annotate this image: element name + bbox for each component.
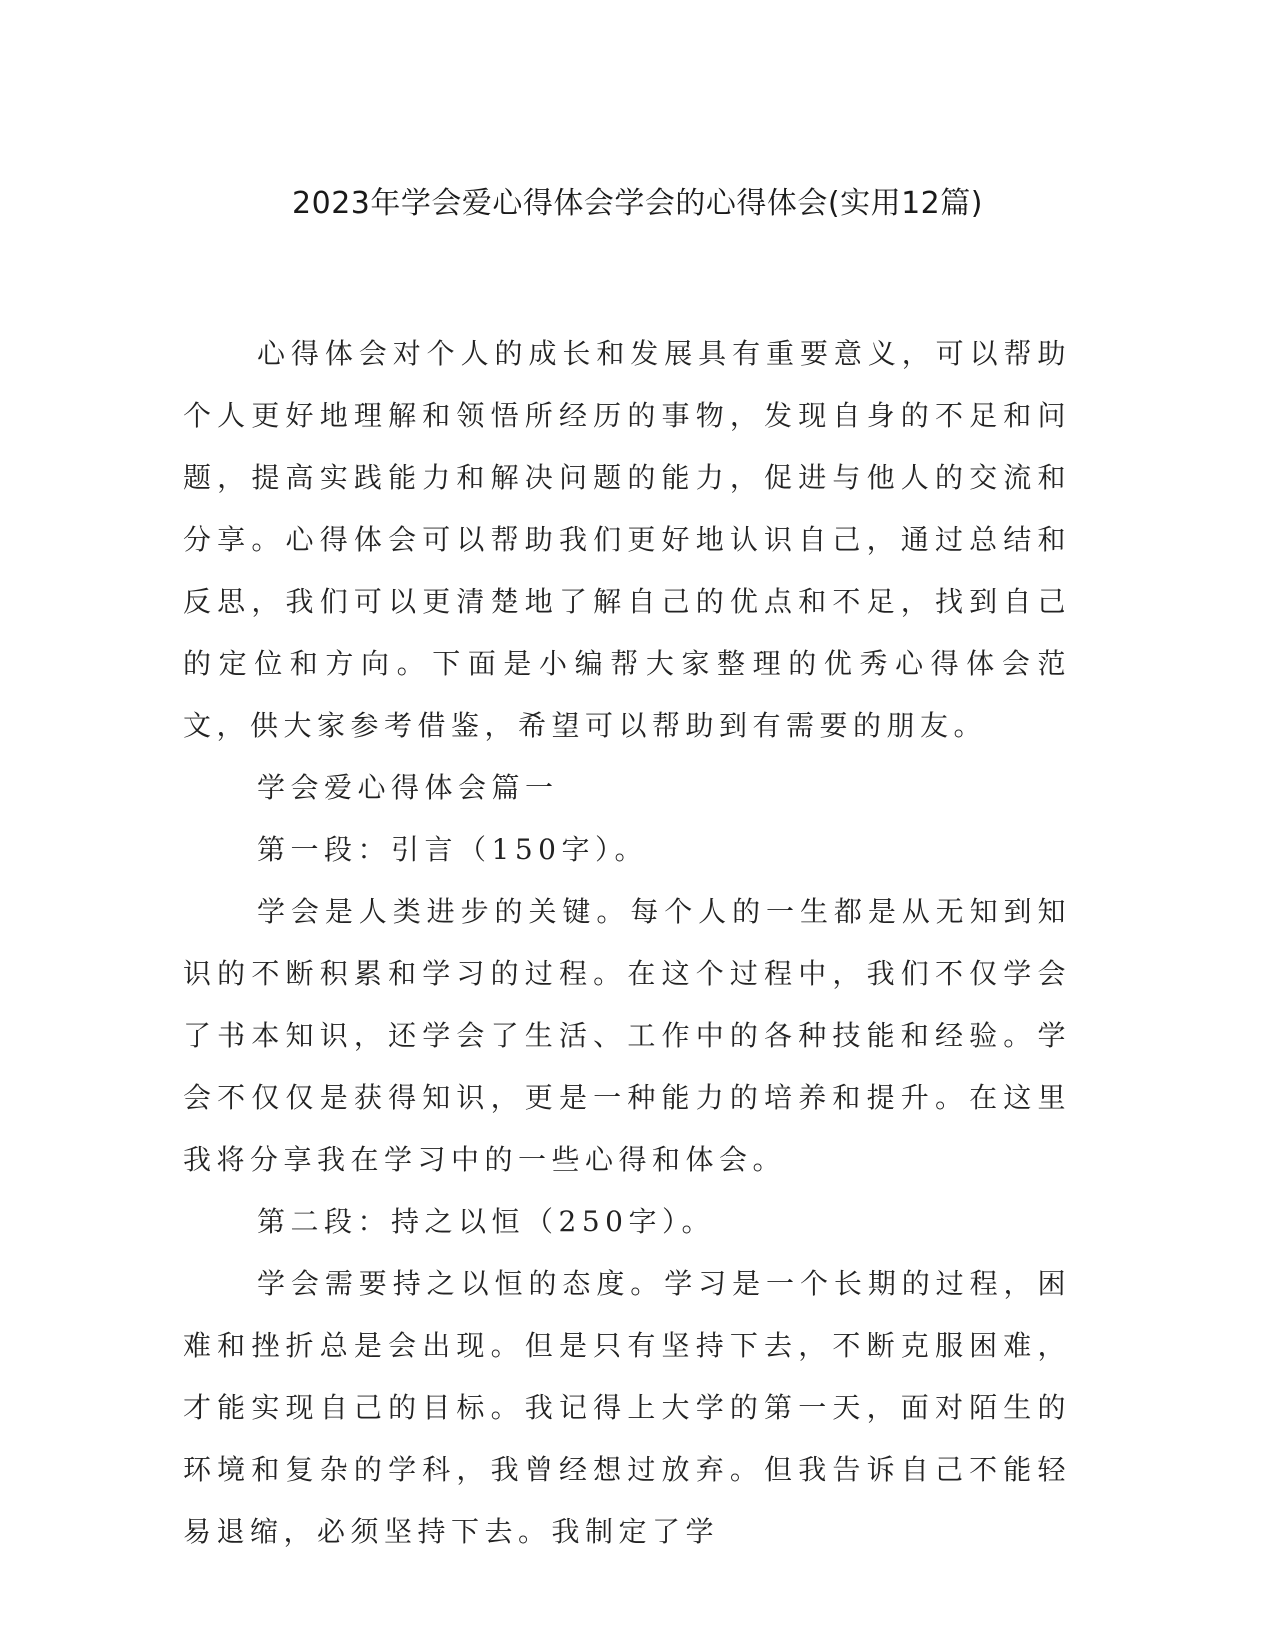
intro-paragraph: 心得体会对个人的成长和发展具有重要意义，可以帮助个人更好地理解和领悟所经历的事物，发现自身的不足和问题，提高实践能力和解决问题的能力，促进与他人的交流和分享。心得体会可以帮助我们更好地认识自己，通过总结和反思，我们可以更清楚地了解自己的优点和不足，找到自己的定位和方向。下面是小编帮大家整理的优秀心得体会范文，供大家参考借鉴，希望可以帮助到有需要的朋友。	[183, 337, 1071, 742]
document-title: 2023年学会爱心得体会学会的心得体会(实用12篇)	[292, 186, 983, 221]
section-heading: 学会爱心得体会篇一	[257, 771, 559, 804]
document-body	[183, 323, 1071, 1563]
subsection-heading: 第一段：引言（150字）。	[257, 833, 648, 866]
body-paragraph: 学会是人类进步的关键。每个人的一生都是从无知到知识的不断积累和学习的过程。在这个过程中，我们不仅学会了书本知识，还学会了生活、工作中的各种技能和经验。学会不仅仅是获得知识，更是一种能力的培养和提升。在这里我将分享我在学习中的一些心得和体会。	[183, 895, 1071, 1176]
body-paragraph: 学会需要持之以恒的态度。学习是一个长期的过程，困难和挫折总是会出现。但是只有坚持下去，不断克服困难，才能实现自己的目标。我记得上大学的第一天，面对陌生的环境和复杂的学科，我曾经想过放弃。但我告诉自己不能轻易退缩，必须坚持下去。我制定了学	[183, 1267, 1071, 1548]
subsection-heading: 第二段：持之以恒（250字）。	[257, 1205, 715, 1238]
